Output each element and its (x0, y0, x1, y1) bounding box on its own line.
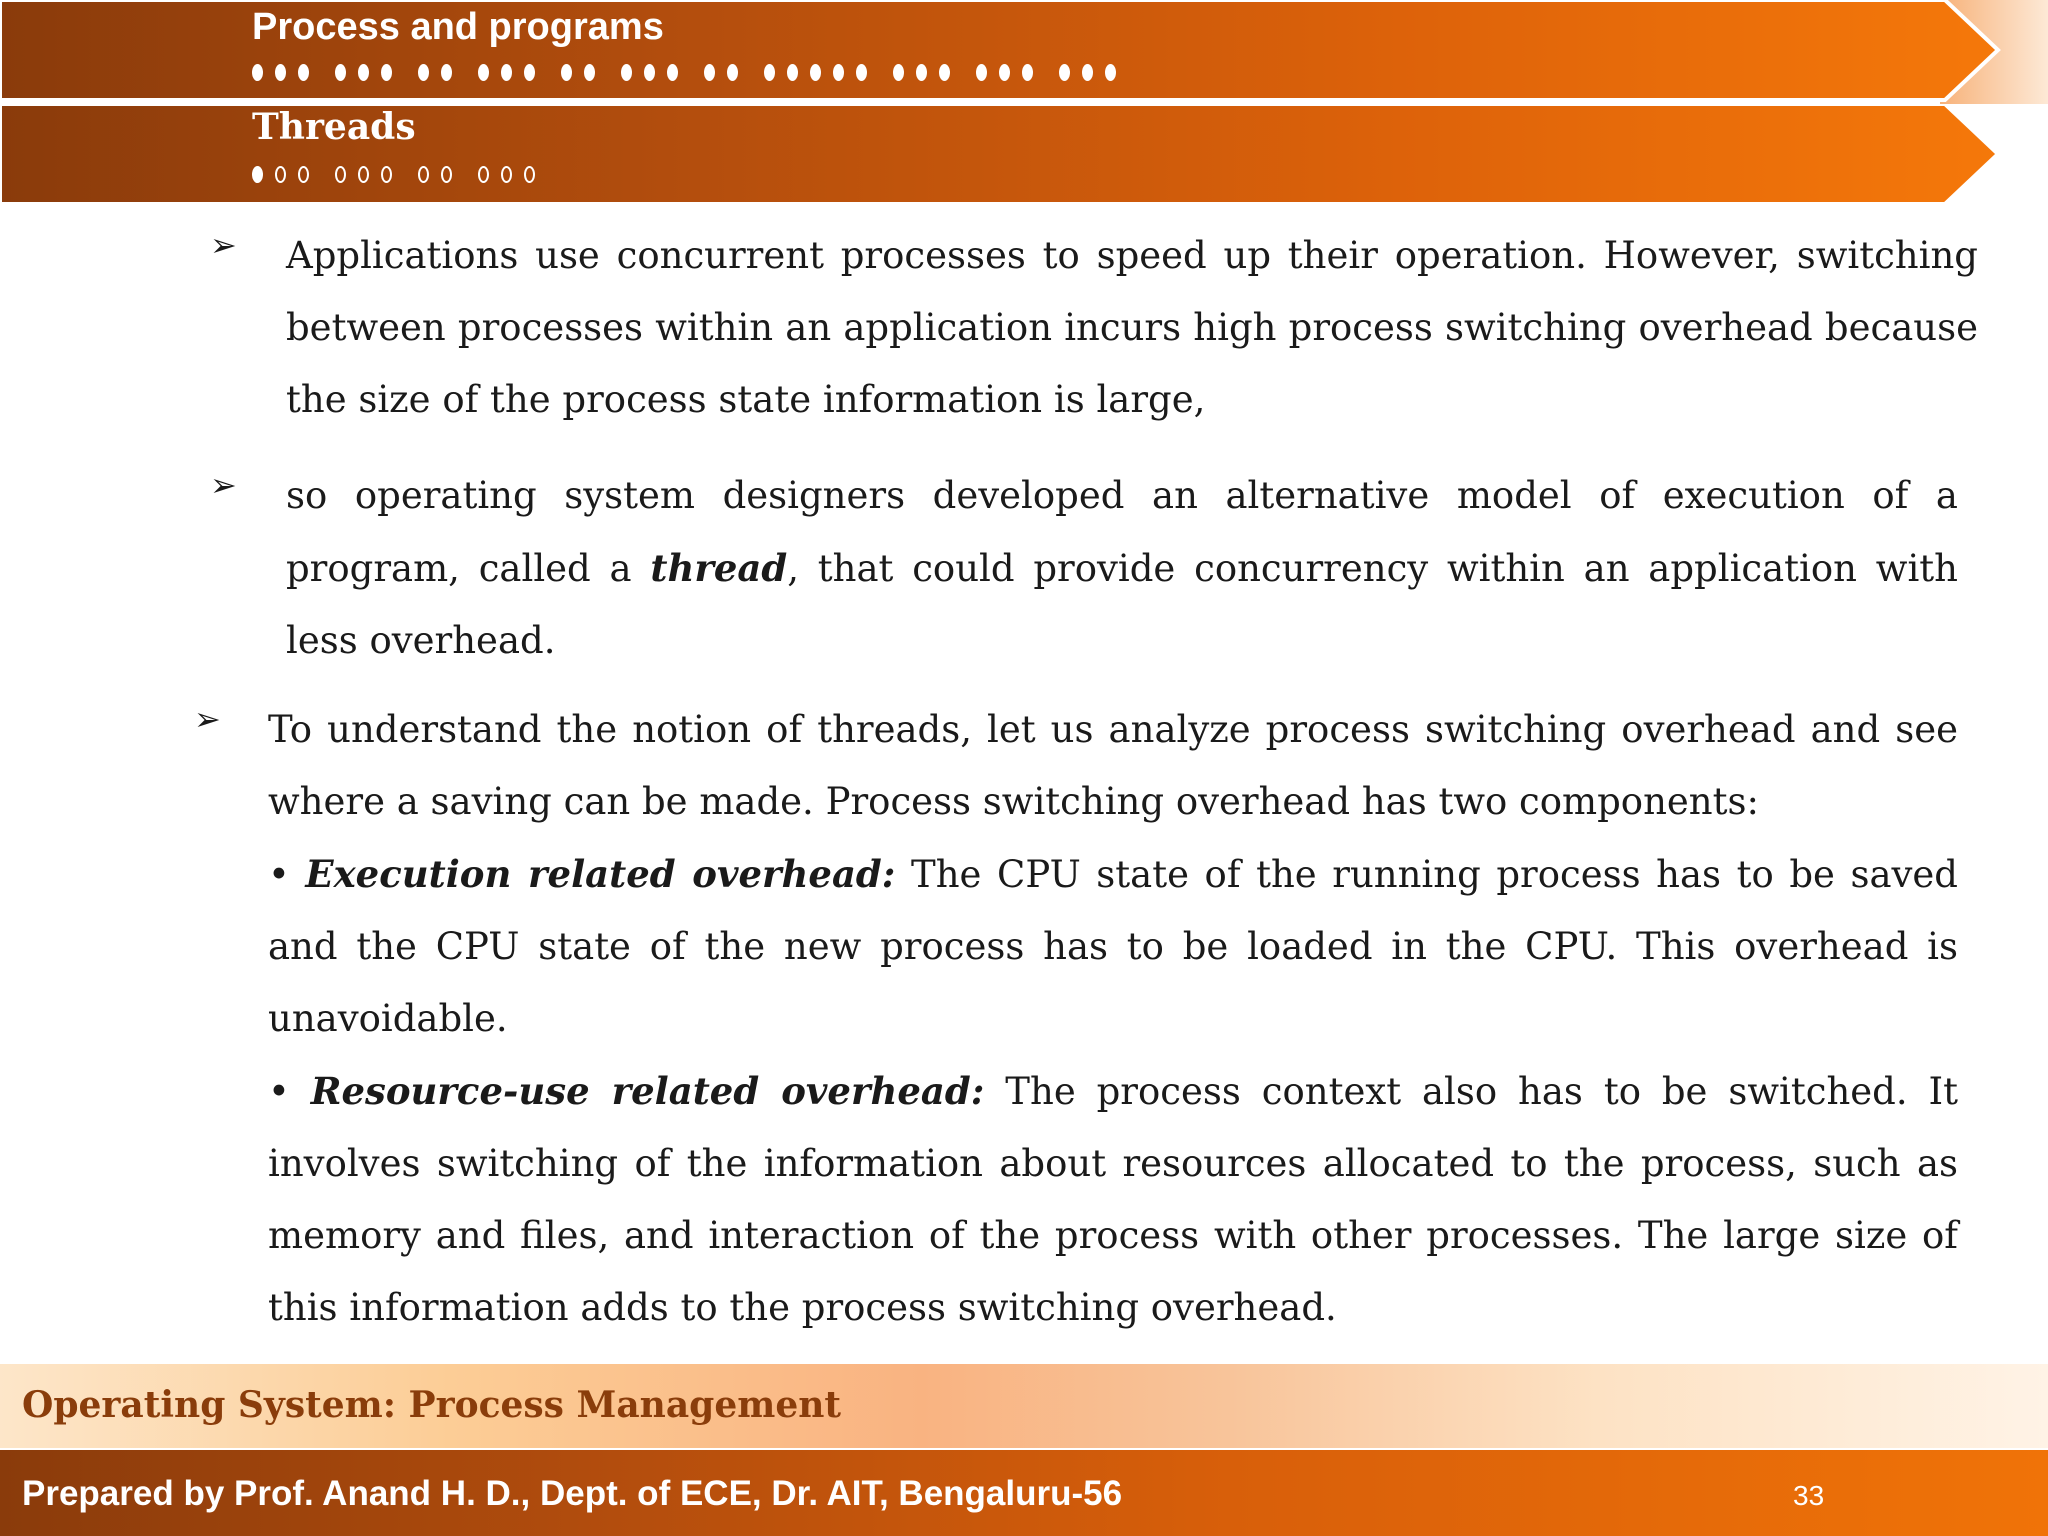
page-number: 33 (1793, 1480, 1825, 1511)
subsection-title: Threads (252, 106, 416, 148)
progress-dot (418, 64, 429, 81)
bullet-1-text: Applications use concurrent processes to speed up their operation. However, switching between processes within an application incurs high process switching overhead because the size of the process state information is large, (286, 234, 1978, 421)
progress-dot (358, 64, 369, 81)
bullet-paragraph-3 (268, 694, 1958, 1344)
progress-dot (1082, 64, 1093, 81)
progress-dot (1022, 64, 1033, 81)
progress-dot (275, 166, 286, 183)
progress-dot (764, 64, 775, 81)
section-title: Process and programs (252, 6, 664, 48)
progress-dot (856, 64, 867, 81)
progress-dot (727, 64, 738, 81)
course-title: Operating System: Process Management (22, 1384, 842, 1426)
progress-dot (501, 166, 512, 183)
progress-dot (976, 64, 987, 81)
progress-dot (999, 64, 1010, 81)
section-progress-dots (252, 64, 1128, 81)
bullet-3-text: To understand the notion of threads, let us analyze process switching overhead and see where a saving can be made. Process switching overhead has two components: (268, 708, 1958, 823)
arrow-bullet-icon: ➢ (210, 466, 237, 504)
progress-dot (441, 166, 452, 183)
arrow-bullet-icon: ➢ (194, 700, 221, 738)
sub-bullet-marker: • (268, 853, 306, 896)
progress-dot (358, 166, 369, 183)
progress-dot (478, 64, 489, 81)
bullet-paragraph-1 (286, 220, 1978, 436)
progress-dot (1059, 64, 1070, 81)
arrow-bullet-icon: ➢ (210, 226, 237, 264)
bullet-2-text-pre: so operating system designers developed an alternative model of execution of a program, called a (286, 474, 1958, 590)
progress-dot (441, 64, 452, 81)
progress-dot (916, 64, 927, 81)
sub-bullet-marker: • (268, 1070, 311, 1113)
subsection-progress-dots (252, 166, 547, 183)
progress-dot (584, 64, 595, 81)
progress-dot (621, 64, 632, 81)
progress-dot (787, 64, 798, 81)
progress-dot (275, 64, 286, 81)
progress-dot (893, 64, 904, 81)
progress-dot (524, 64, 535, 81)
progress-dot (298, 64, 309, 81)
execution-overhead-term: Execution related overhead: (305, 852, 896, 896)
resource-overhead-text: The process context also has to be switched. It involves switching of the information about resources allocated to the process, such as memory and files, and interaction of the process with other processes. The large size of this information adds to the process switching overhead. (268, 1070, 1958, 1329)
thread-term: thread (650, 546, 788, 590)
resource-overhead-term: Resource-use related overhead: (310, 1069, 985, 1113)
progress-dot (833, 64, 844, 81)
bullet-2-text-post: , that could provide concurrency within an application with less overhead. (286, 547, 1958, 662)
bullet-paragraph-2 (286, 460, 1958, 677)
progress-dot (644, 64, 655, 81)
progress-dot (381, 64, 392, 81)
progress-dot (381, 166, 392, 183)
progress-dot (418, 166, 429, 183)
progress-dot (1105, 64, 1116, 81)
execution-overhead-text: The CPU state of the running process has to be saved and the CPU state of the new process has to be loaded in the CPU. This overhead is unavoidable. (268, 853, 1958, 1040)
progress-dot (810, 64, 821, 81)
progress-dot (252, 64, 263, 81)
progress-dot (561, 64, 572, 81)
progress-dot (939, 64, 950, 81)
progress-dot (667, 64, 678, 81)
progress-dot (335, 166, 346, 183)
progress-dot (501, 64, 512, 81)
author-credit: Prepared by Prof. Anand H. D., Dept. of ECE, Dr. AIT, Bengaluru-56 (22, 1474, 1123, 1513)
sub-bullet-execution (268, 838, 1958, 1055)
progress-dot (704, 64, 715, 81)
progress-dot (298, 166, 309, 183)
progress-dot (252, 166, 263, 183)
progress-dot (524, 166, 535, 183)
progress-dot (335, 64, 346, 81)
progress-dot (478, 166, 489, 183)
sub-bullet-resource (268, 1055, 1958, 1344)
